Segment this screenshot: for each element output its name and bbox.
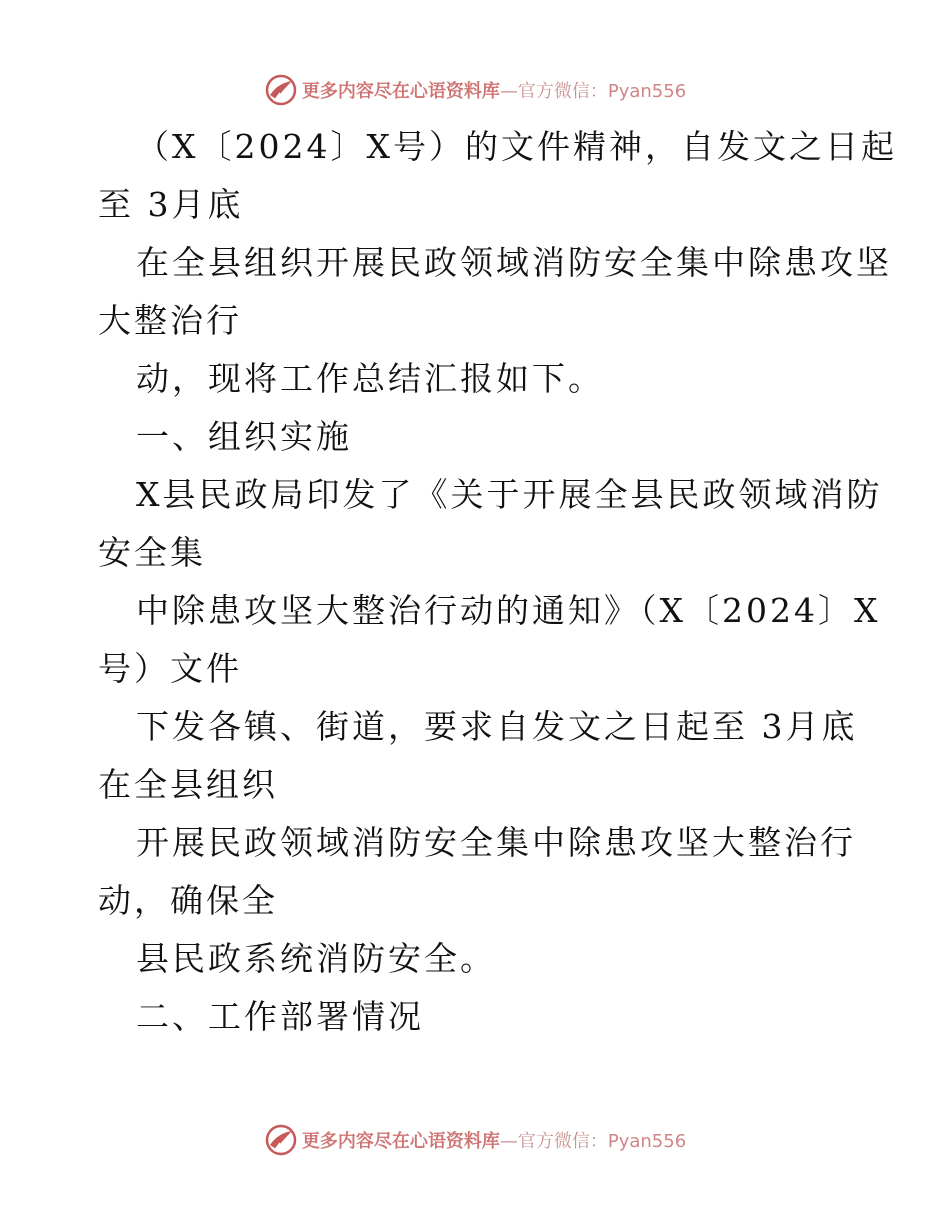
quill-swirl-logo-icon bbox=[264, 73, 298, 107]
header-watermark bbox=[0, 70, 950, 110]
section-heading: 一、组织实施 bbox=[136, 417, 352, 456]
document-body bbox=[98, 118, 897, 1046]
text-line: 县民政系统消防安全。 bbox=[136, 939, 496, 978]
section-heading: 二、工作部署情况 bbox=[136, 997, 424, 1036]
text-line: 安全集 bbox=[98, 533, 206, 572]
text-line: （X〔2024〕X号）的文件精神，自发文之日起 bbox=[136, 127, 897, 166]
text-line: 动，确保全 bbox=[98, 881, 278, 920]
quill-swirl-logo-icon bbox=[264, 1123, 298, 1157]
text-line: 中除患攻坚大整治行动的通知》（X〔2024〕X bbox=[136, 591, 881, 630]
text-line: 动，现将工作总结汇报如下。 bbox=[136, 359, 604, 398]
watermark-wechat-label: 官方微信： bbox=[517, 1131, 608, 1152]
text-line: 在全县组织 bbox=[98, 765, 278, 804]
watermark-wechat-id: Pyan556 bbox=[607, 81, 687, 102]
watermark-main: 更多内容尽在心语资料库 bbox=[301, 81, 500, 102]
watermark-wechat-id: Pyan556 bbox=[607, 1131, 687, 1152]
text-line: 号）文件 bbox=[98, 649, 242, 688]
watermark-main: 更多内容尽在心语资料库 bbox=[301, 1131, 500, 1152]
text-line: 在全县组织开展民政领域消防安全集中除患攻坚 bbox=[136, 243, 892, 282]
text-line: 开展民政领域消防安全集中除患攻坚大整治行 bbox=[136, 823, 856, 862]
watermark-wechat-label: 官方微信： bbox=[517, 81, 608, 102]
text-line: 至 3月底 bbox=[98, 185, 244, 224]
watermark-text bbox=[302, 1127, 686, 1153]
text-line: 大整治行 bbox=[98, 301, 242, 340]
watermark-dash: — bbox=[499, 1131, 518, 1152]
text-line: X县民政局印发了《关于开展全县民政领域消防 bbox=[136, 475, 883, 514]
watermark-dash: — bbox=[499, 81, 518, 102]
watermark-text bbox=[302, 77, 686, 103]
footer-watermark bbox=[0, 1120, 950, 1160]
text-line: 下发各镇、街道，要求自发文之日起至 3月底 bbox=[136, 707, 858, 746]
